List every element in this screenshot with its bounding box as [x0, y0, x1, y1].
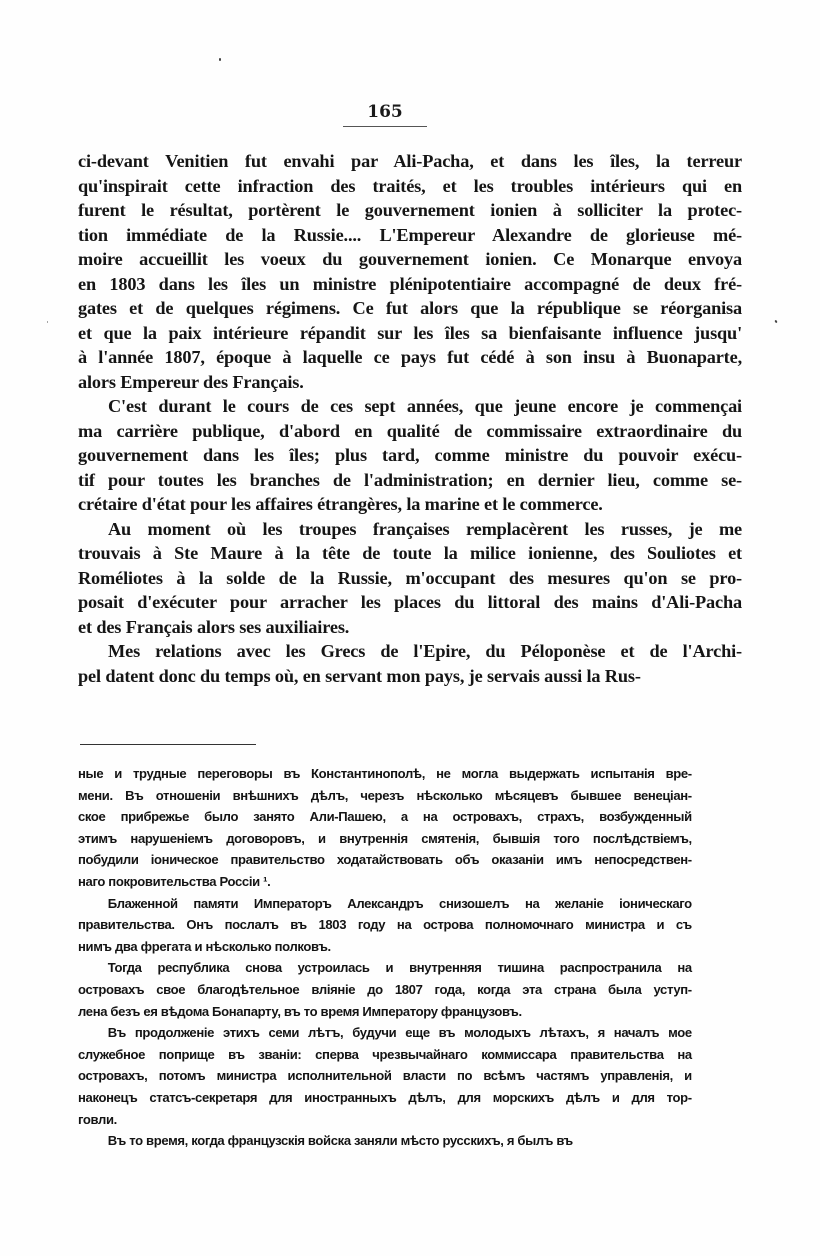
text-line: alors Empereur des Français. — [78, 371, 304, 392]
scan-speck-right — [774, 320, 777, 324]
text-line: правительства. Онъ послалъ въ 1803 году на острова полномочнаго министра и съ — [78, 917, 692, 933]
text-line: crétaire d'état pour les affaires étrangères, la marine et le commerce. — [78, 494, 603, 514]
text-line: en 1803 dans les îles un ministre plénipotentiaire accompagné de deux fré- — [78, 273, 742, 294]
footnote-paragraph — [78, 1022, 692, 1130]
text-line: gates et de quelques régimens. Ce fut alors que la république se réorganisa — [78, 298, 742, 318]
text-line: pel datent donc du temps où, en servant mon pays, je servais aussi la Rus- — [78, 665, 641, 686]
text-line: говли. — [78, 1111, 117, 1127]
text-line: нимъ два фрегата и нѣсколько полковъ. — [78, 938, 331, 954]
text-line: qu'inspirait cette infraction des traités, et les troubles intérieurs qui en — [78, 175, 742, 196]
text-line: et des Français alors ses auxiliaires. — [78, 616, 350, 637]
scan-speck-top — [219, 58, 221, 61]
text-line: Въ продолженіе этихъ семи лѣтъ, будучи еще въ молодыхъ лѣтахъ, я началъ мое — [107, 1025, 692, 1041]
footnote-separator — [80, 744, 256, 745]
text-line: этимъ нарушеніемъ договоровъ, и внутреннія смятенія, бывшія того послѣдствіемъ, — [78, 830, 692, 846]
text-line: C'est durant le cours de ces sept années, que jeune encore je commençai — [108, 396, 742, 416]
text-line: à l'année 1807, époque à laquelle ce pays fut cédé à son insu à Buonaparte, — [78, 347, 742, 367]
paragraph — [78, 517, 742, 640]
text-line: островахъ, потомъ министра исполнительной власти по всѣмъ частямъ управленія, и — [78, 1068, 692, 1084]
text-line: posait d'exécuter pour arracher les places du littoral des mains d'Ali-Pacha — [78, 592, 742, 612]
text-line: ные и трудные переговоры въ Константинополѣ, не могла выдержать испытанія вре- — [78, 766, 692, 781]
text-line: мени. Въ отношеніи внѣшнихъ дѣлъ, черезъ нѣсколько мѣсяцевъ бывшее венеціан- — [78, 787, 692, 803]
text-line: наго покровительства Россіи ¹. — [78, 873, 271, 889]
scan-speck-left — [47, 321, 48, 323]
text-line: лена безъ ея вѣдома Бонапарту, въ то время Императору французовъ. — [78, 1003, 522, 1019]
text-line: Au moment où les troupes françaises remplacèrent les russes, je me — [108, 518, 742, 539]
footnote-paragraph — [78, 957, 692, 1022]
text-line: gouvernement dans les îles; plus tard, comme ministre du pouvoir exécu- — [78, 445, 742, 465]
text-line: moire accueillit les voeux du gouvernement ionien. Ce Monarque envoya — [78, 249, 742, 269]
text-line: ci-devant Venitien fut envahi par Ali-Pacha, et dans les îles, la terreur — [78, 151, 742, 171]
text-line: наконецъ статсъ-секретаря для иностранныхъ дѣлъ, для морскихъ дѣлъ и для тор- — [78, 1089, 692, 1105]
text-line: служебное поприще въ званіи: сперва чрезвычайнаго коммиссара правительства на — [78, 1046, 692, 1062]
paragraph — [78, 394, 742, 517]
text-line: Блаженной памяти Императоръ Александръ снизошелъ на желаніе іоническаго — [107, 895, 692, 911]
main-text-body — [78, 149, 742, 688]
footnote-paragraph — [78, 893, 692, 958]
text-line: trouvais à Ste Maure à la tête de toute la milice ionienne, des Souliotes et — [78, 543, 742, 563]
text-line: Mes relations avec les Grecs de l'Epire, du Péloponèse et de l'Archi- — [108, 641, 742, 661]
paragraph — [78, 639, 742, 688]
text-line: ское прибрежье было занято Али-Пашею, а на островахъ, страхъ, возбужденный — [78, 809, 692, 825]
text-line: furent le résultat, portèrent le gouvernement ionien à solliciter la protec- — [78, 200, 742, 220]
text-line: островахъ свое благодѣтельное вліяніе до 1807 года, когда эта страна была уступ- — [78, 981, 692, 997]
text-line: Roméliotes à la solde de la Russie, m'occupant des mesures qu'on se pro- — [78, 567, 742, 588]
text-line: Тогда республика снова устроилась и внутренняя тишина распространила на — [107, 960, 692, 976]
footnote-paragraph — [78, 763, 692, 893]
text-line: побудили іоническое правительство ходатайствовать объ оказаніи имъ непосредствен- — [78, 852, 692, 868]
text-line: tif pour toutes les branches de l'administration; en dernier lieu, comme se- — [78, 469, 742, 490]
text-line: Въ то время, когда французскія войска заняли мѣсто русскихъ, я былъ въ — [107, 1133, 573, 1149]
text-line: et que la paix intérieure répandit sur les îles sa bienfaisante influence jusqu' — [78, 322, 742, 343]
page-number-rule — [343, 126, 427, 127]
text-line: tion immédiate de la Russie.... L'Empereur Alexandre de glorieuse mé- — [78, 224, 742, 245]
text-line: ma carrière publique, d'abord en qualité de commissaire extraordinaire du — [78, 420, 742, 441]
paragraph — [78, 149, 742, 394]
footnote-paragraph — [78, 1130, 692, 1152]
page-number: 165 — [367, 102, 403, 122]
footnote-text-body — [78, 763, 692, 1152]
